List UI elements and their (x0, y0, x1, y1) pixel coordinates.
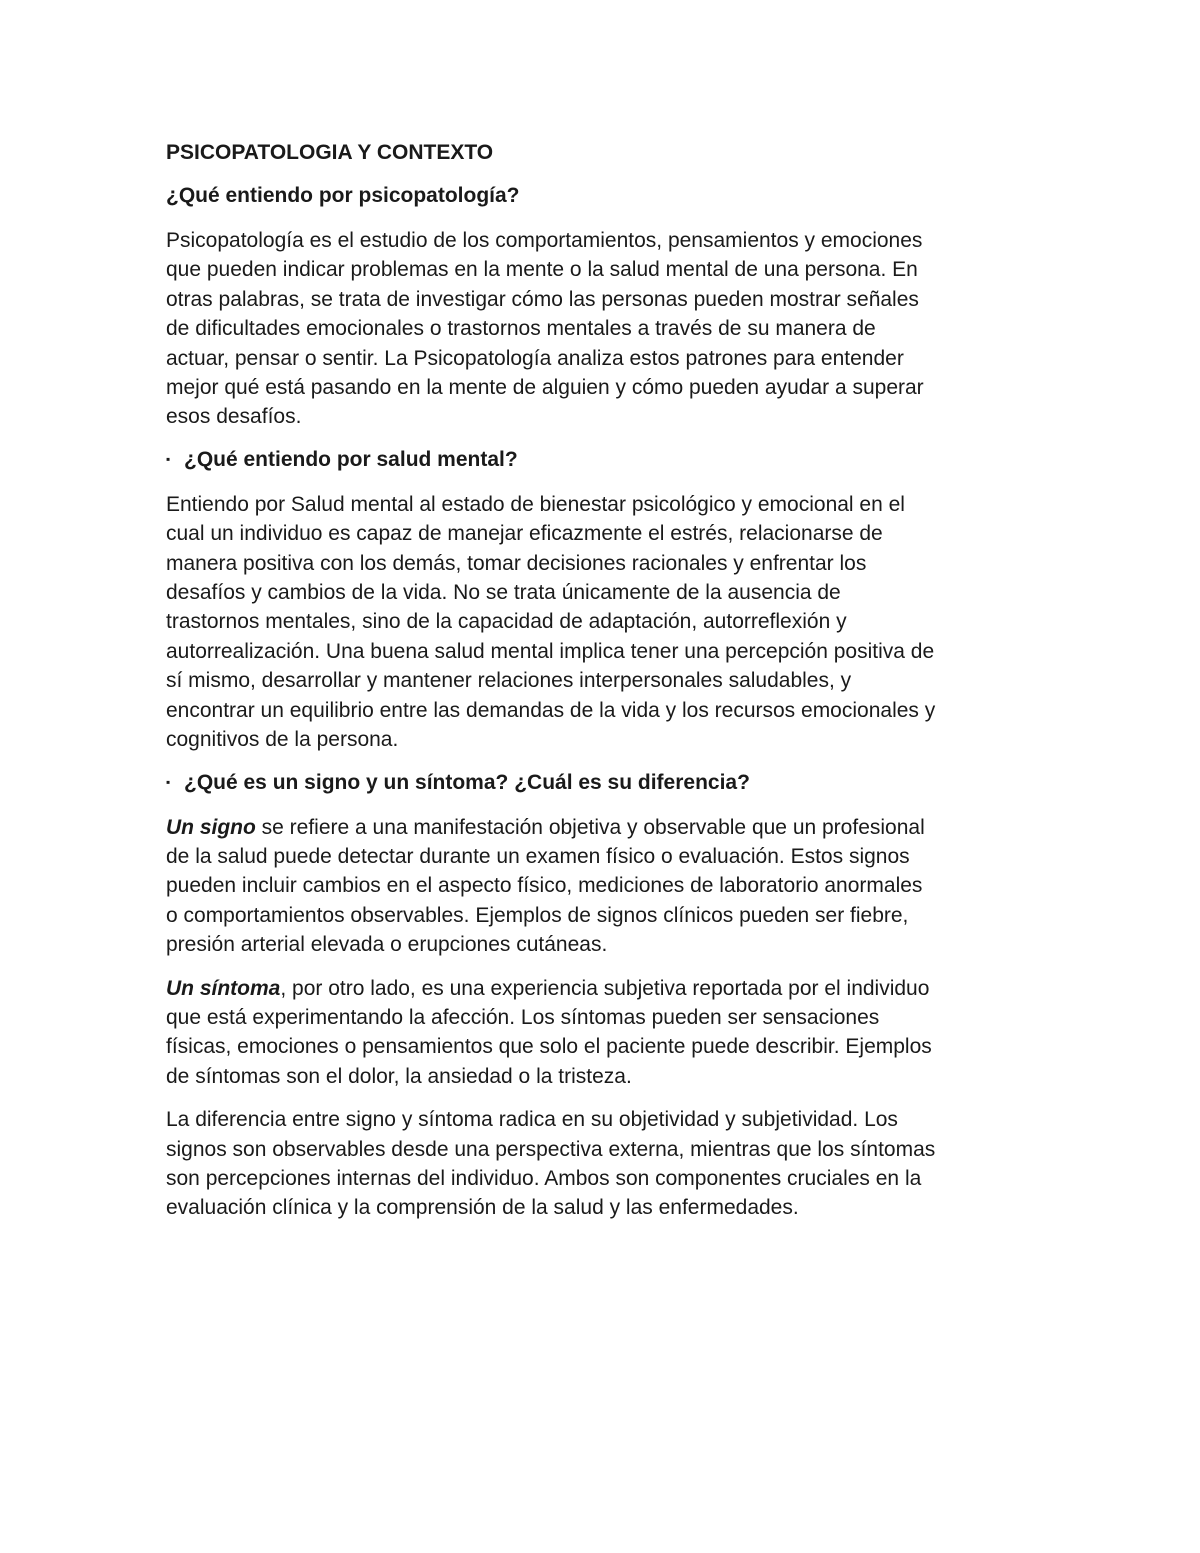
section-heading-text: ¿Qué entiendo por psicopatología? (166, 184, 520, 207)
section-heading-text: ¿Qué es un signo y un síntoma? ¿Cuál es su diferencia? (184, 770, 750, 794)
paragraph-line: de la salud puede detectar durante un examen físico o evaluación. Estos signos (166, 844, 910, 868)
paragraph-line: que está experimentando la afección. Los síntomas pueden ser sensaciones (166, 1005, 880, 1029)
paragraph-line: son percepciones internas del individuo. Ambos son componentes cruciales en la (166, 1166, 922, 1190)
paragraph-line: evaluación clínica y la comprensión de la salud y las enfermedades. (166, 1196, 799, 1220)
paragraph-lead-term: Un síntoma (166, 976, 281, 1000)
paragraph-line: Un signo se refiere a una manifestación objetiva y observable que un profesional (166, 815, 925, 839)
paragraph-line: Entiendo por Salud mental al estado de bienestar psicológico y emocional en el (166, 492, 905, 516)
paragraph-line: trastornos mentales, sino de la capacidad de adaptación, autorreflexión y (166, 610, 847, 634)
document-body (166, 183, 1046, 1223)
section-heading (166, 183, 1046, 209)
paragraph (166, 813, 1046, 960)
paragraph-line: de dificultades emocionales o trastornos mentales a través de su manera de (166, 317, 876, 341)
paragraph (166, 974, 1046, 1092)
document-title: PSICOPATOLOGIA Y CONTEXTO (166, 141, 494, 164)
paragraph-line: encontrar un equilibrio entre las demandas de la vida y los recursos emocionales y (166, 698, 936, 722)
paragraph-lead-term: Un signo (166, 815, 256, 839)
paragraph-line: de síntomas son el dolor, la ansiedad o la tristeza. (166, 1064, 632, 1088)
paragraph-line: actuar, pensar o sentir. La Psicopatología analiza estos patrones para entender (166, 346, 904, 370)
section-heading (166, 769, 1046, 796)
paragraph-line: o comportamientos observables. Ejemplos de signos clínicos pueden ser fiebre, (166, 903, 909, 927)
paragraph-line: signos son observables desde una perspectiva externa, mientras que los síntomas (166, 1137, 936, 1161)
paragraph-line: pueden incluir cambios en el aspecto físico, mediciones de laboratorio anormales (166, 874, 923, 898)
paragraph-line: La diferencia entre signo y síntoma radica en su objetividad y subjetividad. Los (166, 1108, 898, 1132)
paragraph (166, 1105, 1046, 1223)
bullet-icon: ▪ (166, 451, 171, 466)
paragraph-line: presión arterial elevada o erupciones cutáneas. (166, 933, 608, 957)
document-page (166, 140, 1046, 1237)
paragraph-line: que pueden indicar problemas en la mente o la salud mental de una persona. En (166, 258, 918, 282)
paragraph-line: autorrealización. Una buena salud mental implica tener una percepción positiva de (166, 639, 935, 663)
paragraph-line: sí mismo, desarrollar y mantener relaciones interpersonales saludables, y (166, 669, 852, 693)
paragraph-line: Un síntoma, por otro lado, es una experiencia subjetiva reportada por el individuo (166, 976, 930, 1000)
paragraph-line: desafíos y cambios de la vida. No se trata únicamente de la ausencia de (166, 581, 841, 605)
bullet-icon: ▪ (166, 774, 171, 789)
paragraph-line: esos desafíos. (166, 405, 302, 429)
section-heading (166, 446, 1046, 473)
paragraph-line: físicas, emociones o pensamientos que solo el paciente puede describir. Ejemplos (166, 1035, 932, 1059)
paragraph (166, 226, 1046, 432)
paragraph-line: otras palabras, se trata de investigar cómo las personas pueden mostrar señales (166, 287, 919, 311)
paragraph-line: Psicopatología es el estudio de los comportamientos, pensamientos y emociones (166, 229, 923, 252)
section-heading-text: ¿Qué entiendo por salud mental? (184, 447, 518, 471)
paragraph-line: manera positiva con los demás, tomar decisiones racionales y enfrentar los (166, 551, 867, 575)
paragraph-line: mejor qué está pasando en la mente de alguien y cómo pueden ayudar a superar (166, 376, 924, 400)
paragraph (166, 490, 1046, 755)
paragraph-line: cognitivos de la persona. (166, 728, 399, 752)
paragraph-line: cual un individuo es capaz de manejar eficazmente el estrés, relacionarse de (166, 522, 883, 546)
